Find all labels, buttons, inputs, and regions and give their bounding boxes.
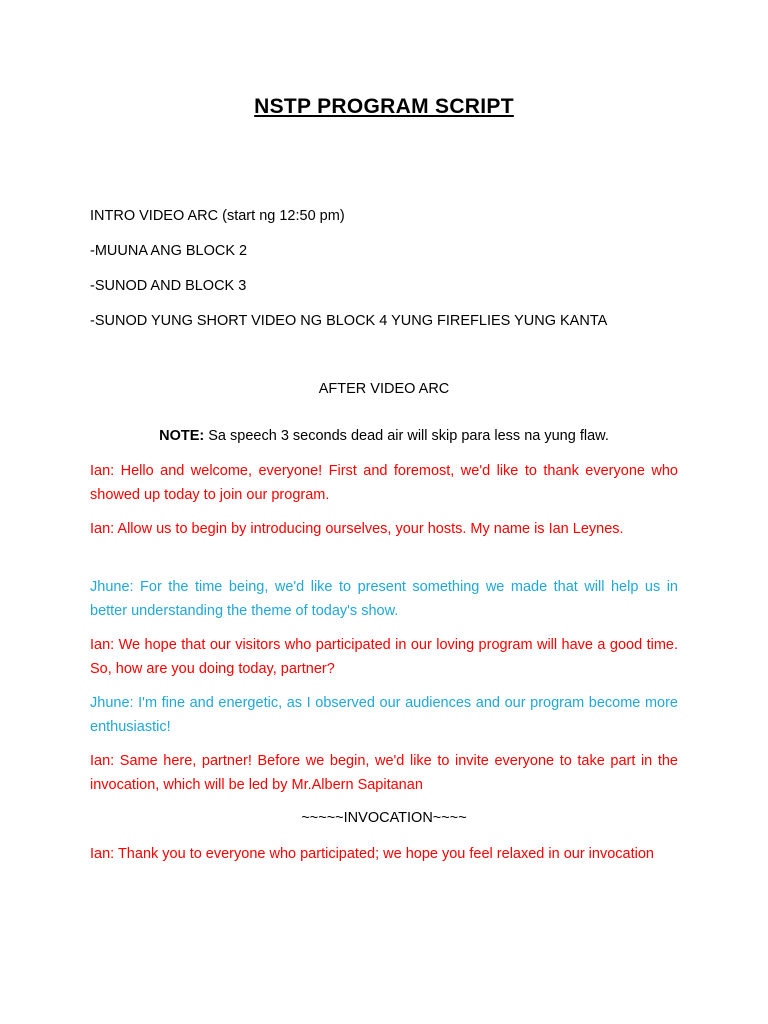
note-label: NOTE: xyxy=(159,428,205,444)
intro-item: -MUUNA ANG BLOCK 2 xyxy=(90,243,248,259)
script-line-ian: Ian: Thank you to everyone who participated; we hope you feel relaxed in our invocation xyxy=(90,846,654,862)
intro-heading-label: INTRO VIDEO ARC ( xyxy=(90,208,227,224)
intro-heading xyxy=(90,208,345,224)
script-line-ian: Ian: Hello and welcome, everyone! First and foremost, we'd like to thank everyone who showed up today to join our program. xyxy=(90,463,678,503)
invocation-heading: ~~~~~INVOCATION~~~~ xyxy=(301,810,467,826)
intro-heading-close: ) xyxy=(339,208,345,224)
intro-item: -SUNOD AND BLOCK 3 xyxy=(90,278,247,294)
after-video-heading: AFTER VIDEO ARC xyxy=(318,381,450,397)
note-text: Sa speech 3 seconds dead air will skip para less na yung flaw. xyxy=(204,428,609,444)
script-line-jhune: Jhune: For the time being, we'd like to present something we made that will help us in better understanding the theme of today's show. xyxy=(90,579,678,619)
page-title: NSTP PROGRAM SCRIPT xyxy=(254,95,514,118)
intro-item: -SUNOD YUNG SHORT VIDEO NG BLOCK 4 YUNG FIREFLIES YUNG KANTA xyxy=(90,313,608,329)
note-line xyxy=(0,428,768,444)
script-line-ian: Ian: Allow us to begin by introducing ourselves, your hosts. My name is Ian Leynes. xyxy=(90,521,624,537)
script-line-ian: Ian: Same here, partner! Before we begin, we'd like to invite everyone to take part in the invocation, which will be led by Mr.Albern Sapitanan xyxy=(90,753,678,793)
script-line-jhune: Jhune: I'm fine and energetic, as I observed our audiences and our program become more enthusiastic! xyxy=(90,695,678,735)
script-line-ian: Ian: We hope that our visitors who participated in our loving program will have a good time. So, how are you doing today, partner? xyxy=(90,637,678,677)
intro-start-time: start ng 12:50 pm xyxy=(226,208,340,224)
